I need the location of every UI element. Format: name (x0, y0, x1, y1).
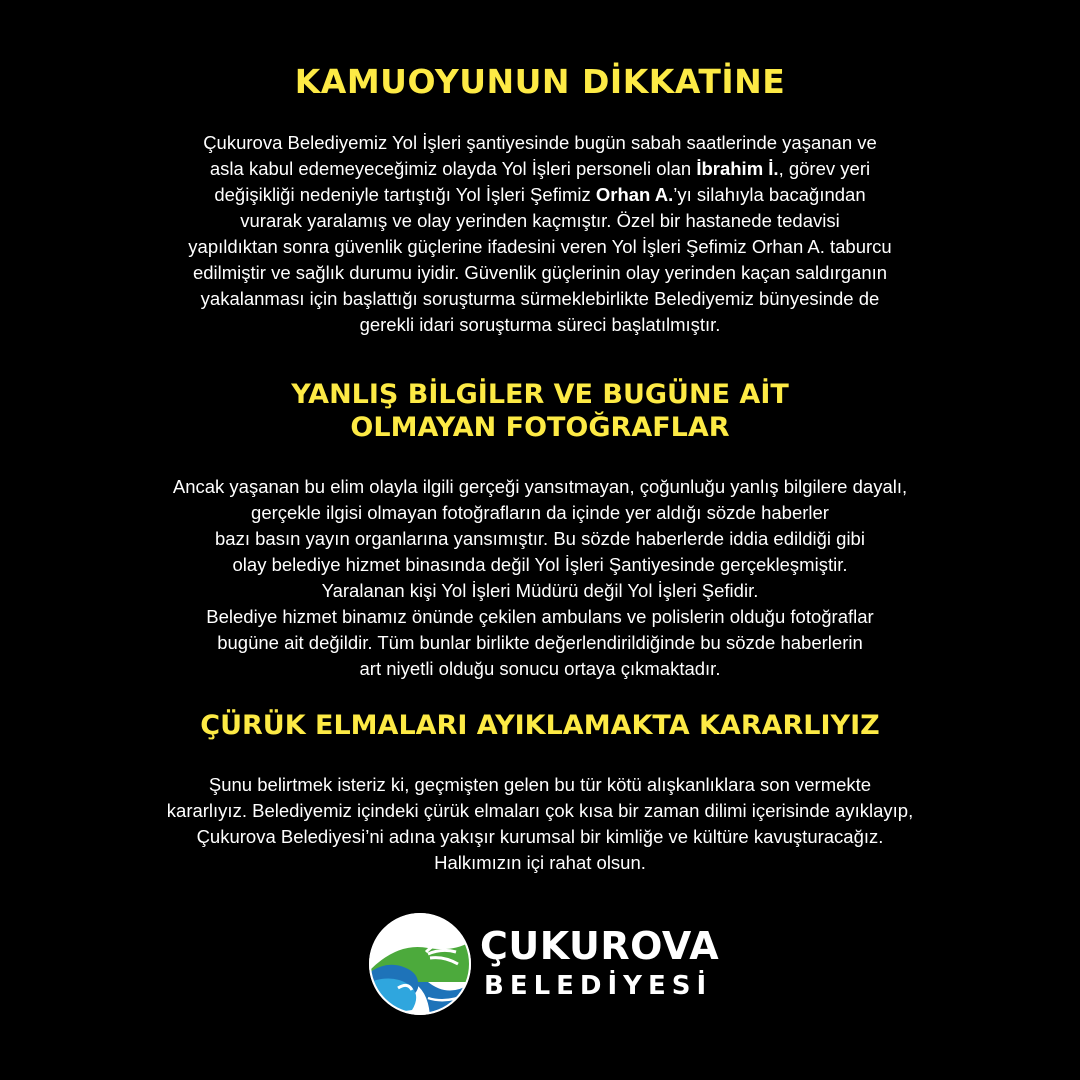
section1-line (40, 312, 1040, 338)
section1-line (40, 234, 1040, 260)
section2-line: olay belediye hizmet binasında değil Yol İşleri Şantiyesinde gerçekleşmiştir. (232, 554, 848, 575)
section3-line: Çukurova Belediyesi’ni adına yakışır kurumsal bir kimliğe ve kültüre kavuşturacağız. (196, 826, 884, 847)
section1-title: KAMUOYUNUN DİKKATİNE (294, 62, 786, 101)
bold-name: Orhan A. (595, 184, 674, 205)
section2-line: Belediye hizmet binamız önünde çekilen ambulans ve polislerin olduğu fotoğraflar (206, 606, 874, 627)
section1-line (40, 130, 1040, 156)
section1-line (40, 286, 1040, 312)
text-run: asla kabul edemeyeceğimiz olayda Yol İşleri personeli olan (209, 158, 697, 179)
section2-paragraph (40, 474, 1040, 682)
text-run: Çukurova Belediyemiz Yol İşleri şantiyesinde bugün sabah saatlerinde yaşanan ve (203, 132, 877, 153)
section2-line: bazı basın yayın organlarına yansımıştır. Bu sözde haberlerde iddia edildiği gibi (215, 528, 865, 549)
section2-title (0, 378, 1080, 444)
text-run: yapıldıktan sonra güvenlik güçlerine ifadesini veren Yol İşleri Şefimiz Orhan A. taburcu (188, 236, 892, 257)
text-run: yakalanması için başlattığı soruşturma sürmeklebirlikte Belediyemiz bünyesinde de (200, 288, 880, 309)
section1-line (40, 182, 1040, 208)
text-run: ’yı silahıyla bacağından (673, 184, 866, 205)
text-run: vurarak yaralamış ve olay yerinden kaçmıştır. Özel bir hastanede tedavisi (240, 210, 840, 231)
bold-name: İbrahim İ. (696, 158, 779, 179)
text-run: değişikliği nedeniyle tartıştığı Yol İşleri Şefimiz (214, 184, 596, 205)
section1-line (40, 260, 1040, 286)
section2-line: Yaralanan kişi Yol İşleri Müdürü değil Yol İşleri Şefidir. (321, 580, 759, 601)
section1-line (40, 208, 1040, 234)
section3-line: kararlıyız. Belediyemiz içindeki çürük elmaları çok kısa bir zaman dilimi içerisinde ayıklayıp, (166, 800, 914, 821)
logo-line1: ÇUKUROVA (480, 924, 720, 968)
section3-title: ÇÜRÜK ELMALARI AYIKLAMAKTA KARARLIYIZ (200, 710, 880, 741)
logo-line2: BELEDİYESİ (484, 971, 713, 1001)
section2-line: gerçekle ilgisi olmayan fotoğrafların da içinde yer aldığı sözde haberler (251, 502, 829, 523)
section3-paragraph (40, 772, 1040, 876)
section2-line: bugüne ait değildir. Tüm bunlar birlikte değerlendirildiğinde bu sözde haberlerin (217, 632, 863, 653)
section2-line: Ancak yaşanan bu elim olayla ilgili gerçeği yansıtmayan, çoğunluğu yanlış bilgilere dayalı, (172, 476, 908, 497)
cukurova-belediyesi-logo (368, 912, 720, 1024)
section1-line (40, 156, 1040, 182)
section2-title-line2: OLMAYAN FOTOĞRAFLAR (350, 412, 730, 443)
text-run: gerekli idari soruşturma süreci başlatılmıştır. (359, 314, 721, 335)
section1-paragraph (40, 130, 1040, 338)
text-run: , görev yeri (778, 158, 871, 179)
text-run: edilmiştir ve sağlık durumu iyidir. Güvenlik güçlerinin olay yerinden kaçan saldırganın (192, 262, 888, 283)
section2-title-line1: YANLIŞ BİLGİLER VE BUGÜNE AİT (291, 379, 789, 410)
section2-line: art niyetli olduğu sonucu ortaya çıkmaktadır. (359, 658, 721, 679)
section3-line: Şunu belirtmek isteriz ki, geçmişten gelen bu tür kötü alışkanlıklara son vermekte (208, 774, 872, 795)
section3-line: Halkımızın içi rahat olsun. (434, 852, 646, 873)
cukurova-belediyesi-emblem-icon (368, 912, 472, 1016)
